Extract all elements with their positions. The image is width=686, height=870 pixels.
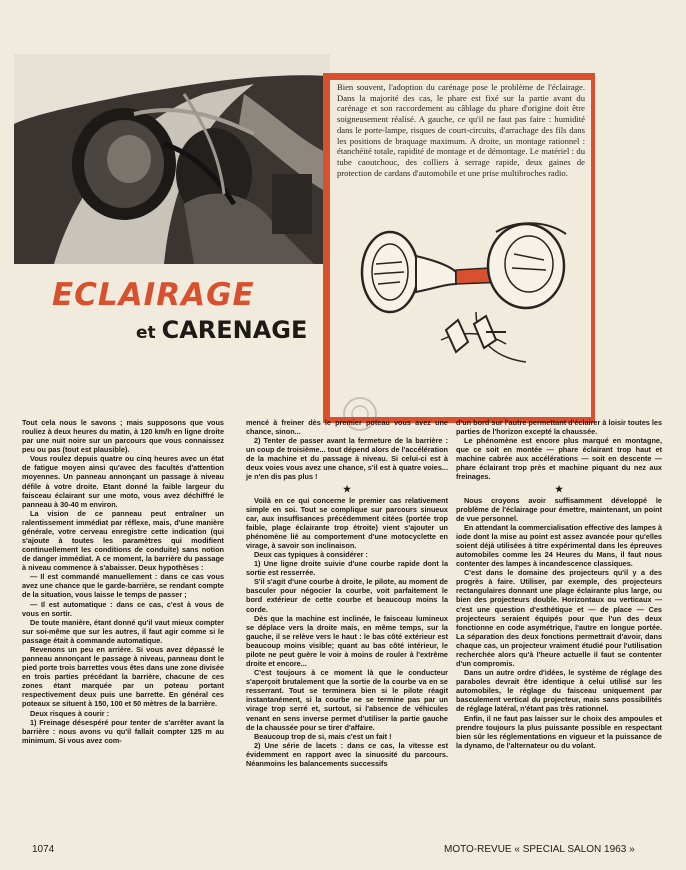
section-separator-star: ★ (342, 483, 352, 494)
page-number: 1074 (32, 844, 55, 855)
paragraph: 2) Une série de lacets : dans ce cas, la vitesse est évidemment en rapport avec la sinuosité du parcours. Néanmoins les balancements successifs (246, 740, 448, 768)
paragraph: Voilà en ce qui concerne le premier cas relativement simple en soi. Tout se complique sur parcours sinueux car, aux insuffisances précédemment citées (portée trop faible, plage éclairante trop étroite) vient s'ajouter un phénomène lié au comportement d'une motocyclette en virage, à savoir son inclinaison. (246, 495, 448, 551)
paragraph: La vision de ce panneau peut entraîner un ralentissement immédiat par réflexe, mais, d'une manière générale, votre cerveau enregistre cette indication (qui s'ajoute à toutes les paramètres qui modifient continuellement les conditions de conduite) sans notion de danger immédiat. A ce moment, la barrière du passage à niveau commence à s'abaisser. Deux hypothèses : (22, 508, 224, 573)
paragraph: mencé à freiner dès le premier poteau vous avez une chance, sinon... (246, 418, 448, 437)
paragraph: S'il s'agit d'une courbe à droite, le pilote, au moment de basculer pour négocier la courbe, voit parfaitement le bord extérieur de cette courbe et beaucoup moins la corde. (246, 577, 448, 614)
paragraph: 1) Une ligne droite suivie d'une courbe rapide dont la sortie est resserrée. (246, 559, 448, 578)
paragraph: De toute manière, étant donné qu'il vaut mieux compter sur soi-même que sur les autres, il faut agir comme si le passage était à commande automatique. (22, 617, 224, 645)
text-column-1 (22, 418, 224, 745)
motorcycle-headlight-photo (14, 54, 330, 264)
paragraph: C'est dans le domaine des projecteurs qu'il y a des progrès à faire. Utiliser, par exemple, des projecteurs rectangulaires donnant une plage éclairante plus large, ou bien des projecteurs double. Horizontaux ou verticaux — c'est une question d'esthétique et — de place — Ces projecteurs seraient équipés pour que l'un des deux fonctionne en code asymétrique, l'autre en longue portée. La séparation des deux fonctions permettrait d'avoir, dans chaque cas, un projecteur vraiment étudié pour l'utilisation recherchée alors qu'à l'heure actuelle il faut se contenter d'un compromis. (456, 568, 662, 669)
text-column-2 (246, 418, 448, 768)
subtitle-connector: et (136, 323, 162, 343)
paragraph: Deux risques à courir : (30, 708, 110, 718)
paragraph: d'un bord sur l'autre permettant d'éclairer à loisir toutes les parties de l'horizon excepté la chaussée. (456, 418, 662, 437)
paragraph: Enfin, il ne faut pas laisser sur le choix des ampoules et prendre toujours la plus puissante possible en respectant bien sûr les réglementations en vigueur et la puissance de la dynamo, de l'alternateur ou du volant. (456, 713, 662, 750)
paragraph: Le phénomène est encore plus marqué en montagne, que ce soit en montée — phare éclairant trop haut et machine cabrée aux accélérations — soit en descente — phare éclairant trop près et machine piquant du nez aux freinages. (456, 436, 662, 482)
paragraph: C'est toujours à ce moment là que le conducteur s'aperçoit brutalement que la sortie de la courbe va en se resserrant. Tout se terminera bien si le pilote réagit instantanément, si la courbe ne se termine pas par un virage trop serré et, surtout, si l'absence de véhicules venant en sens inverse permet d'utiliser la partie gauche de la chaussée pour se tirer d'affaire. (246, 668, 448, 732)
subtitle-word: CARENAGE (161, 316, 308, 344)
paragraph: Vous roulez depuis quatre ou cinq heures avec un état de fatigue moyen ainsi qu'avec des facultés d'attention moyennes. Un panneau annonçant un passage à niveau défile à votre droite. Etant donné la faible largeur du faisceau éclairant sur une moto, vous avez déchiffré le panneau à 30-40 m environ. (22, 454, 224, 509)
article-subtitle (136, 316, 307, 344)
paragraph: — Il est commandé manuellement : dans ce cas vous avez une chance que le garde-barrière, se rendant compte de la situation, vous laisse le temps de passer ; (22, 572, 224, 600)
intro-caption: Bien souvent, l'adoption du carénage pose le problème de l'éclairage. Dans la majorité des cas, le phare est fixé sur la partie avant du carénage et son raccordement au câblage du phare d'origine doit être soigneusement réalisé. A gauche, ce qu'il ne faut pas faire : humidité dans le porte-lampe, risques de court-circuits, d'arrachage des fils dans les positions de braquage maximum. A droite, un montage rationnel : étanchéité totale, rapidité de montage et de démontage. Le matériel : du tube caoutchouc, des colliers à serrage rapide, deux gaines de protection de cardans d'automobile et une prise multibroches radio. (337, 82, 585, 178)
paragraph: Nous croyons avoir suffisamment développé le problème de l'éclairage pour émettre, maintenant, un point de vue personnel. (456, 495, 662, 523)
paragraph: Dès que la machine est inclinée, le faisceau lumineux se déplace vers la droite mais, en même temps, sur la gauche, il se relève vers le haut : le bas côté extérieur est beaucoup moins visible; quant au bas côté intérieur, le pilote ne peut guère le voir à moins de rouler à l'extrême droite et encore... (246, 613, 448, 669)
text-column-3 (456, 418, 662, 750)
paragraph: Deux cas typiques à considérer : (254, 550, 368, 560)
headlight-photo-image (14, 54, 330, 264)
paragraph: 1) Freinage désespéré pour tenter de s'arrêter avant la barrière : nous avons vu qu'il fallait compter 125 m au minimum. Si vous avez com- (22, 717, 224, 745)
headlight-wiring-illustration (346, 212, 578, 388)
magazine-running-footer: MOTO-REVUE « SPECIAL SALON 1963 » (444, 844, 635, 855)
paragraph: 2) Tenter de passer avant la fermeture de la barrière : un coup de troisième... tout dépend alors de l'accélération de la machine et du passage à niveau. Si celui-ci est à deux voies vous avez une chance, s'il est à quatre voies... je n'en dis pas plus ! (246, 436, 448, 482)
paragraph: Dans un autre ordre d'idées, le système de réglage des paraboles devrait être identique à celui utilisé sur les automobiles, le réglage du faisceau uniquement par basculement vertical du projecteur, mais sans possibilités de réglage latéral, n'étant pas très rationnel. (456, 668, 662, 714)
article-title: ECLAIRAGE (52, 277, 255, 313)
paragraph: — Il est automatique : dans ce cas, c'est à vous de vous en sortir. (22, 599, 224, 618)
section-separator-star: ★ (554, 483, 564, 494)
paragraph: En attendant la commercialisation effective des lampes à iode dont la mise au point est assez avancée pour qu'elles soient déjà utilisées à titre expérimental dans les épreuves automobiles comme les 24 Heures du Mans, il faut nous contenter des lampes à incandescence classiques. (456, 522, 662, 569)
paragraph: Revenons un peu en arrière. Si vous avez dépassé le panneau annonçant le passage à niveau, panneau dont le pied porte trois barrettes vous êtes dans une zone divisée en trois parties précédant la barrière, chacune de ces zones étant marquée par un poteau portant respectivement deux puis une barrette. En général ces poteaux se situent à 150, 100 et 50 mètres de la barrière. (22, 644, 224, 709)
paragraph: Tout cela nous le savons ; mais supposons que vous rouliez à deux heures du matin, à 120 km/h en ligne droite par une nuit noire sur un parcours que vous connaissez peu ou pas (tout est plausible). (22, 418, 224, 455)
paragraph: Beaucoup trop de si, mais c'est un fait ! (254, 731, 392, 741)
